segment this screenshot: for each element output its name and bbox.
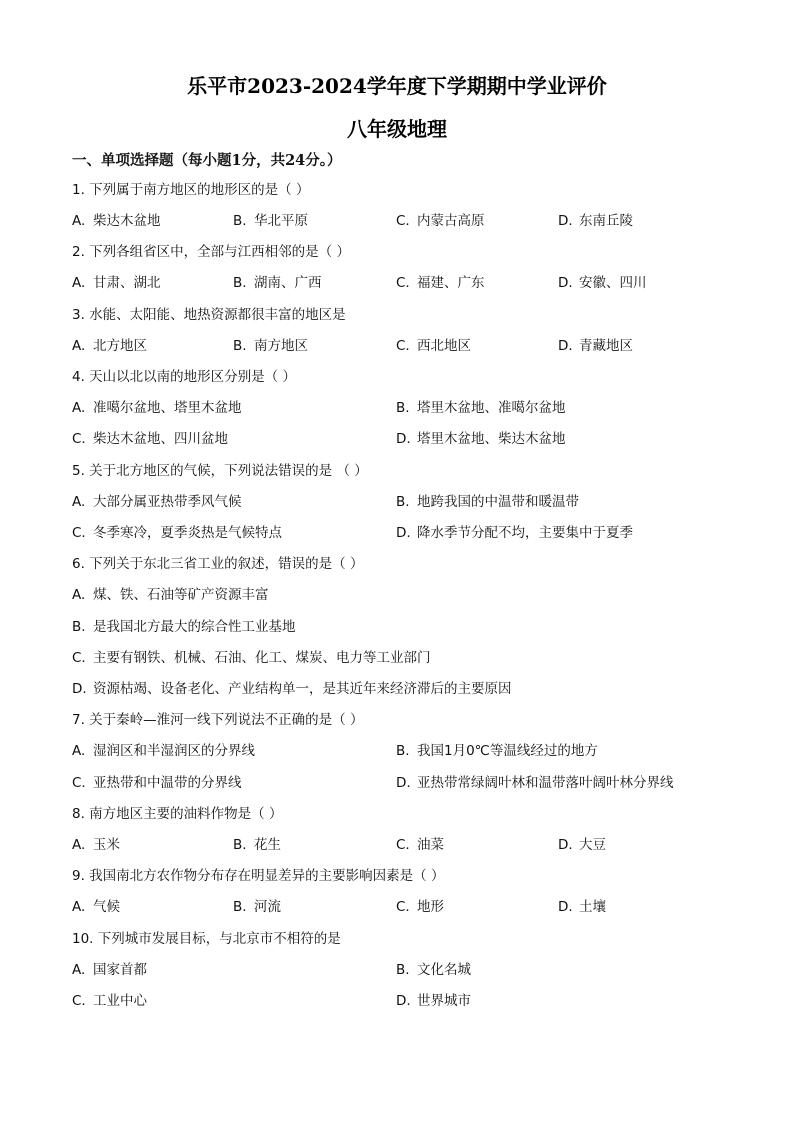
question-6-option-c: C. 主要有钢铁、机械、石油、化工、煤炭、电力等工业部门 [72, 650, 431, 666]
question-2-option-b: B. 湖南、广西 [233, 275, 322, 291]
question-10-option-c: C. 工业中心 [72, 993, 147, 1009]
question-4-option-c: C. 柴达木盆地、四川盆地 [72, 431, 228, 447]
question-8-option-c: C. 油菜 [396, 837, 444, 853]
question-9-option-d: D. 土壤 [558, 899, 606, 915]
question-10-stem: 10. 下列城市发展目标，与北京市不相符的是 [72, 931, 341, 947]
question-7-option-c: C. 亚热带和中温带的分界线 [72, 775, 242, 791]
question-3-stem: 3. 水能、太阳能、地热资源都很丰富的地区是 [72, 307, 346, 323]
question-3-option-d: D. 青藏地区 [558, 338, 633, 354]
exam-title: 乐平市2023-2024学年度下学期期中学业评价 [187, 74, 607, 98]
question-6-option-d: D. 资源枯竭、设备老化、产业结构单一，是其近年来经济滞后的主要原因 [72, 681, 512, 697]
question-8-option-d: D. 大豆 [558, 837, 606, 853]
question-4-option-a: A. 准噶尔盆地、塔里木盆地 [72, 400, 242, 416]
question-7-stem: 7. 关于秦岭—淮河一线下列说法不正确的是（ ） [72, 712, 364, 728]
question-2-option-d: D. 安徽、四川 [558, 275, 647, 291]
question-3-option-b: B. 南方地区 [233, 338, 308, 354]
question-8-option-a: A. 玉米 [72, 837, 120, 853]
question-9-option-a: A. 气候 [72, 899, 120, 915]
question-7-option-d: D. 亚热带常绿阔叶林和温带落叶阔叶林分界线 [396, 775, 674, 791]
question-3-option-a: A. 北方地区 [72, 338, 147, 354]
question-9-option-c: C. 地形 [396, 899, 444, 915]
question-6-stem: 6. 下列关于东北三省工业的叙述，错误的是（ ） [72, 556, 364, 572]
question-9-option-b: B. 河流 [233, 899, 281, 915]
question-6-option-b: B. 是我国北方最大的综合性工业基地 [72, 619, 296, 635]
question-5-option-c: C. 冬季寒冷，夏季炎热是气候特点 [72, 525, 282, 541]
question-7-option-b: B. 我国1月0℃等温线经过的地方 [396, 743, 598, 759]
question-1-option-d: D. 东南丘陵 [558, 213, 633, 229]
question-5-stem: 5. 关于北方地区的气候，下列说法错误的是 （ ） [72, 463, 368, 479]
question-2-option-a: A. 甘肃、湖北 [72, 275, 161, 291]
question-10-option-b: B. 文化名城 [396, 962, 471, 978]
question-4-option-d: D. 塔里木盆地、柴达木盆地 [396, 431, 566, 447]
question-10-option-d: D. 世界城市 [396, 993, 471, 1009]
question-8-option-b: B. 花生 [233, 837, 281, 853]
question-1-option-b: B. 华北平原 [233, 213, 308, 229]
question-2-option-c: C. 福建、广东 [396, 275, 485, 291]
question-4-stem: 4. 天山以北以南的地形区分别是（ ） [72, 369, 296, 385]
exam-subtitle: 八年级地理 [347, 117, 447, 141]
question-5-option-a: A. 大部分属亚热带季风气候 [72, 494, 242, 510]
section-heading: 一、单项选择题（每小题1分，共24分。） [72, 152, 342, 169]
question-5-option-b: B. 地跨我国的中温带和暖温带 [396, 494, 579, 510]
question-10-option-a: A. 国家首都 [72, 962, 147, 978]
question-3-option-c: C. 西北地区 [396, 338, 471, 354]
question-4-option-b: B. 塔里木盆地、准噶尔盆地 [396, 400, 566, 416]
question-5-option-d: D. 降水季节分配不均，主要集中于夏季 [396, 525, 633, 541]
question-6-option-a: A. 煤、铁、石油等矿产资源丰富 [72, 587, 269, 603]
question-7-option-a: A. 湿润区和半湿润区的分界线 [72, 743, 255, 759]
question-9-stem: 9. 我国南北方农作物分布存在明显差异的主要影响因素是（ ） [72, 868, 445, 884]
question-1-option-c: C. 内蒙古高原 [396, 213, 485, 229]
question-1-option-a: A. 柴达木盆地 [72, 213, 161, 229]
question-8-stem: 8. 南方地区主要的油料作物是（ ） [72, 806, 283, 822]
question-2-stem: 2. 下列各组省区中，全部与江西相邻的是（ ） [72, 244, 350, 260]
question-1-stem: 1. 下列属于南方地区的地形区的是（ ） [72, 182, 310, 198]
